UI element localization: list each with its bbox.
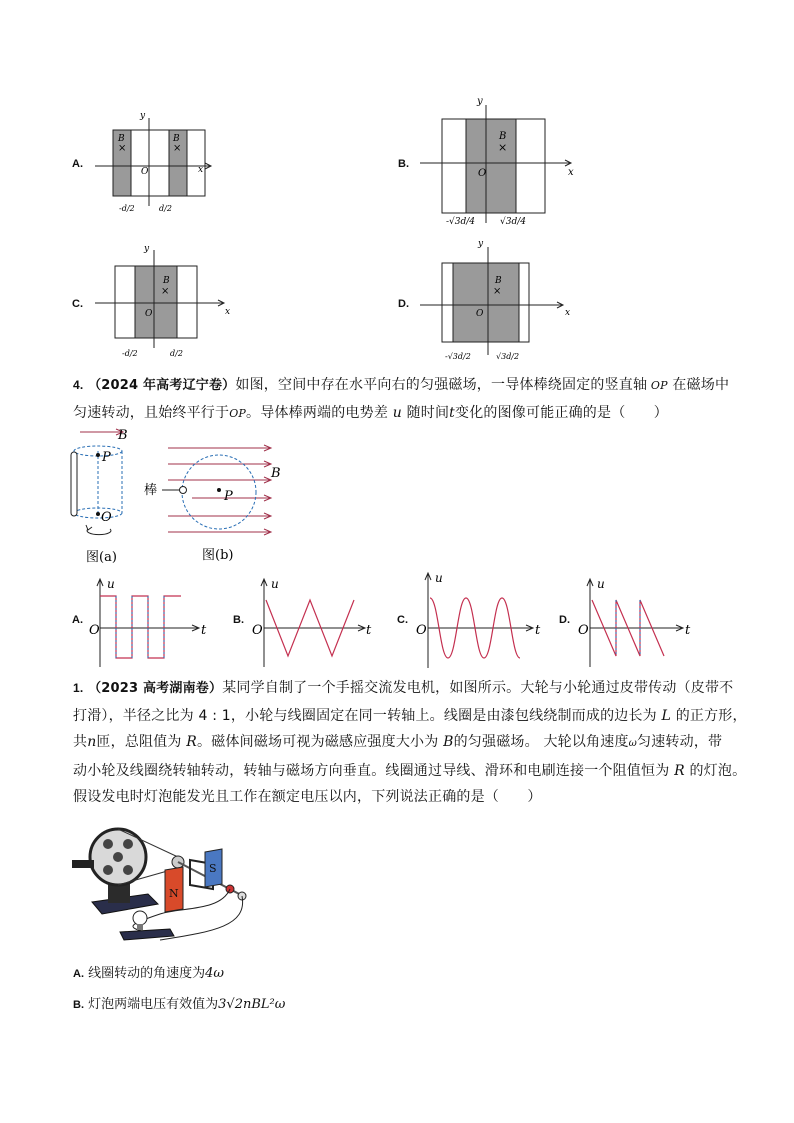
svg-text:棒: 棒 <box>144 483 158 498</box>
question-source: （2023 高考湖南卷） <box>88 681 223 696</box>
svg-text:t: t <box>685 623 691 638</box>
x-axis-label: x <box>198 165 204 175</box>
svg-text:P: P <box>102 450 111 465</box>
field-diagram-A <box>95 108 225 220</box>
figure-a-cylinder <box>66 425 151 565</box>
svg-text:t: t <box>201 623 207 638</box>
option-label-D: D. <box>398 298 409 310</box>
question-number: 4. <box>73 378 84 392</box>
svg-text:-d/2: -d/2 <box>119 204 135 213</box>
ut-graph-B <box>250 572 380 667</box>
svg-text:u: u <box>107 577 115 591</box>
question-1: 1. （2023 高考湖南卷）某同学自制了一个手摇交流发电机，如图所示。大轮与小轮通过皮带传动（皮带不 打滑），半径之比为 4 : 1，小轮与线圈固定在同一转轴上。线圈是由漆包线绕制而成的边长为 L 的正方形， 共n匝，总阻值为 R。磁体间磁场可视为磁感应强度大小为 B的匀强磁场。 大轮以角速度ω匀速转动，带 动小轮及线圈绕转轴转动，转轴与磁场方向垂直。线圈通过导线、滑环和电刷连接一个阻值恒为 R 的灯泡。 假设发电时灯泡能发光且工作在额定电压以内，下列说法正确的是（ ） <box>73 680 747 805</box>
svg-text:u: u <box>435 571 443 585</box>
svg-text:B: B <box>495 276 502 286</box>
svg-text:N: N <box>169 887 179 900</box>
option-label-A: A. <box>72 158 83 170</box>
svg-text:图(b): 图(b) <box>202 548 234 563</box>
svg-text:u: u <box>597 577 605 591</box>
svg-text:u: u <box>271 577 279 591</box>
svg-text:x: x <box>225 307 231 317</box>
svg-text:y: y <box>477 96 483 107</box>
svg-text:-√3d/2: -√3d/2 <box>445 352 471 361</box>
question-number: 1. <box>73 681 84 695</box>
svg-text:d/2: d/2 <box>159 204 172 213</box>
svg-text:B: B <box>173 134 180 144</box>
svg-text:d/2: d/2 <box>170 349 183 358</box>
svg-text:√3d/4: √3d/4 <box>500 217 526 227</box>
svg-text:x: x <box>568 167 574 178</box>
svg-text:B: B <box>118 428 128 443</box>
svg-text:O: O <box>89 623 100 638</box>
svg-text:O: O <box>478 168 487 179</box>
svg-text:√3d/2: √3d/2 <box>496 352 520 361</box>
svg-text:×: × <box>118 143 127 154</box>
svg-text:B: B <box>499 131 507 142</box>
field-diagram-D <box>420 235 575 365</box>
figure-b-topview <box>140 440 290 565</box>
svg-text:×: × <box>498 141 508 154</box>
svg-text:B: B <box>271 466 281 481</box>
y-axis-label: y <box>140 111 146 121</box>
svg-text:图(a): 图(a) <box>86 550 117 565</box>
svg-text:B: B <box>118 134 125 144</box>
ut-graph-D <box>576 572 696 667</box>
option-label-C: C. <box>72 298 83 310</box>
svg-text:x: x <box>565 308 571 318</box>
svg-text:y: y <box>144 244 150 254</box>
svg-text:×: × <box>161 286 170 297</box>
svg-text:O: O <box>101 510 112 525</box>
svg-text:×: × <box>493 286 502 297</box>
svg-text:O: O <box>476 309 484 319</box>
svg-text:t: t <box>366 623 372 638</box>
svg-text:P: P <box>224 489 233 504</box>
svg-text:-d/2: -d/2 <box>122 349 138 358</box>
svg-text:S: S <box>209 862 217 875</box>
svg-text:O: O <box>145 309 153 319</box>
svg-text:O: O <box>578 623 589 638</box>
svg-text:-√3d/4: -√3d/4 <box>446 217 476 227</box>
q1-option-B[interactable]: B. 灯泡两端电压有效值为3√2nBL²ω <box>73 997 286 1012</box>
ut-graph-C <box>414 566 549 671</box>
q1-option-A[interactable]: A. 线圈转动的角速度为4ω <box>73 966 225 981</box>
question-4: 4. （2024 年高考辽宁卷）如图，空间中存在水平向右的匀强磁场，一导体棒绕固定的竖直轴 OP 在磁场中 匀速转动，且始终平行于OP。导体棒两端的电势差 u 随时间t变化的图像可能正确的是（ ） <box>73 377 730 421</box>
option-label-B: B. <box>398 158 409 170</box>
svg-text:B: B <box>163 276 170 286</box>
question-source: （2024 年高考辽宁卷） <box>88 378 236 393</box>
svg-text:t: t <box>535 623 541 638</box>
svg-text:O: O <box>141 167 149 177</box>
ut-graph-A <box>86 572 216 667</box>
field-diagram-C <box>95 240 235 360</box>
svg-text:y: y <box>478 239 484 249</box>
field-diagram-B <box>420 93 580 230</box>
svg-text:×: × <box>173 143 182 154</box>
generator-illustration <box>70 812 270 952</box>
svg-text:O: O <box>252 623 263 638</box>
svg-text:O: O <box>416 623 427 638</box>
